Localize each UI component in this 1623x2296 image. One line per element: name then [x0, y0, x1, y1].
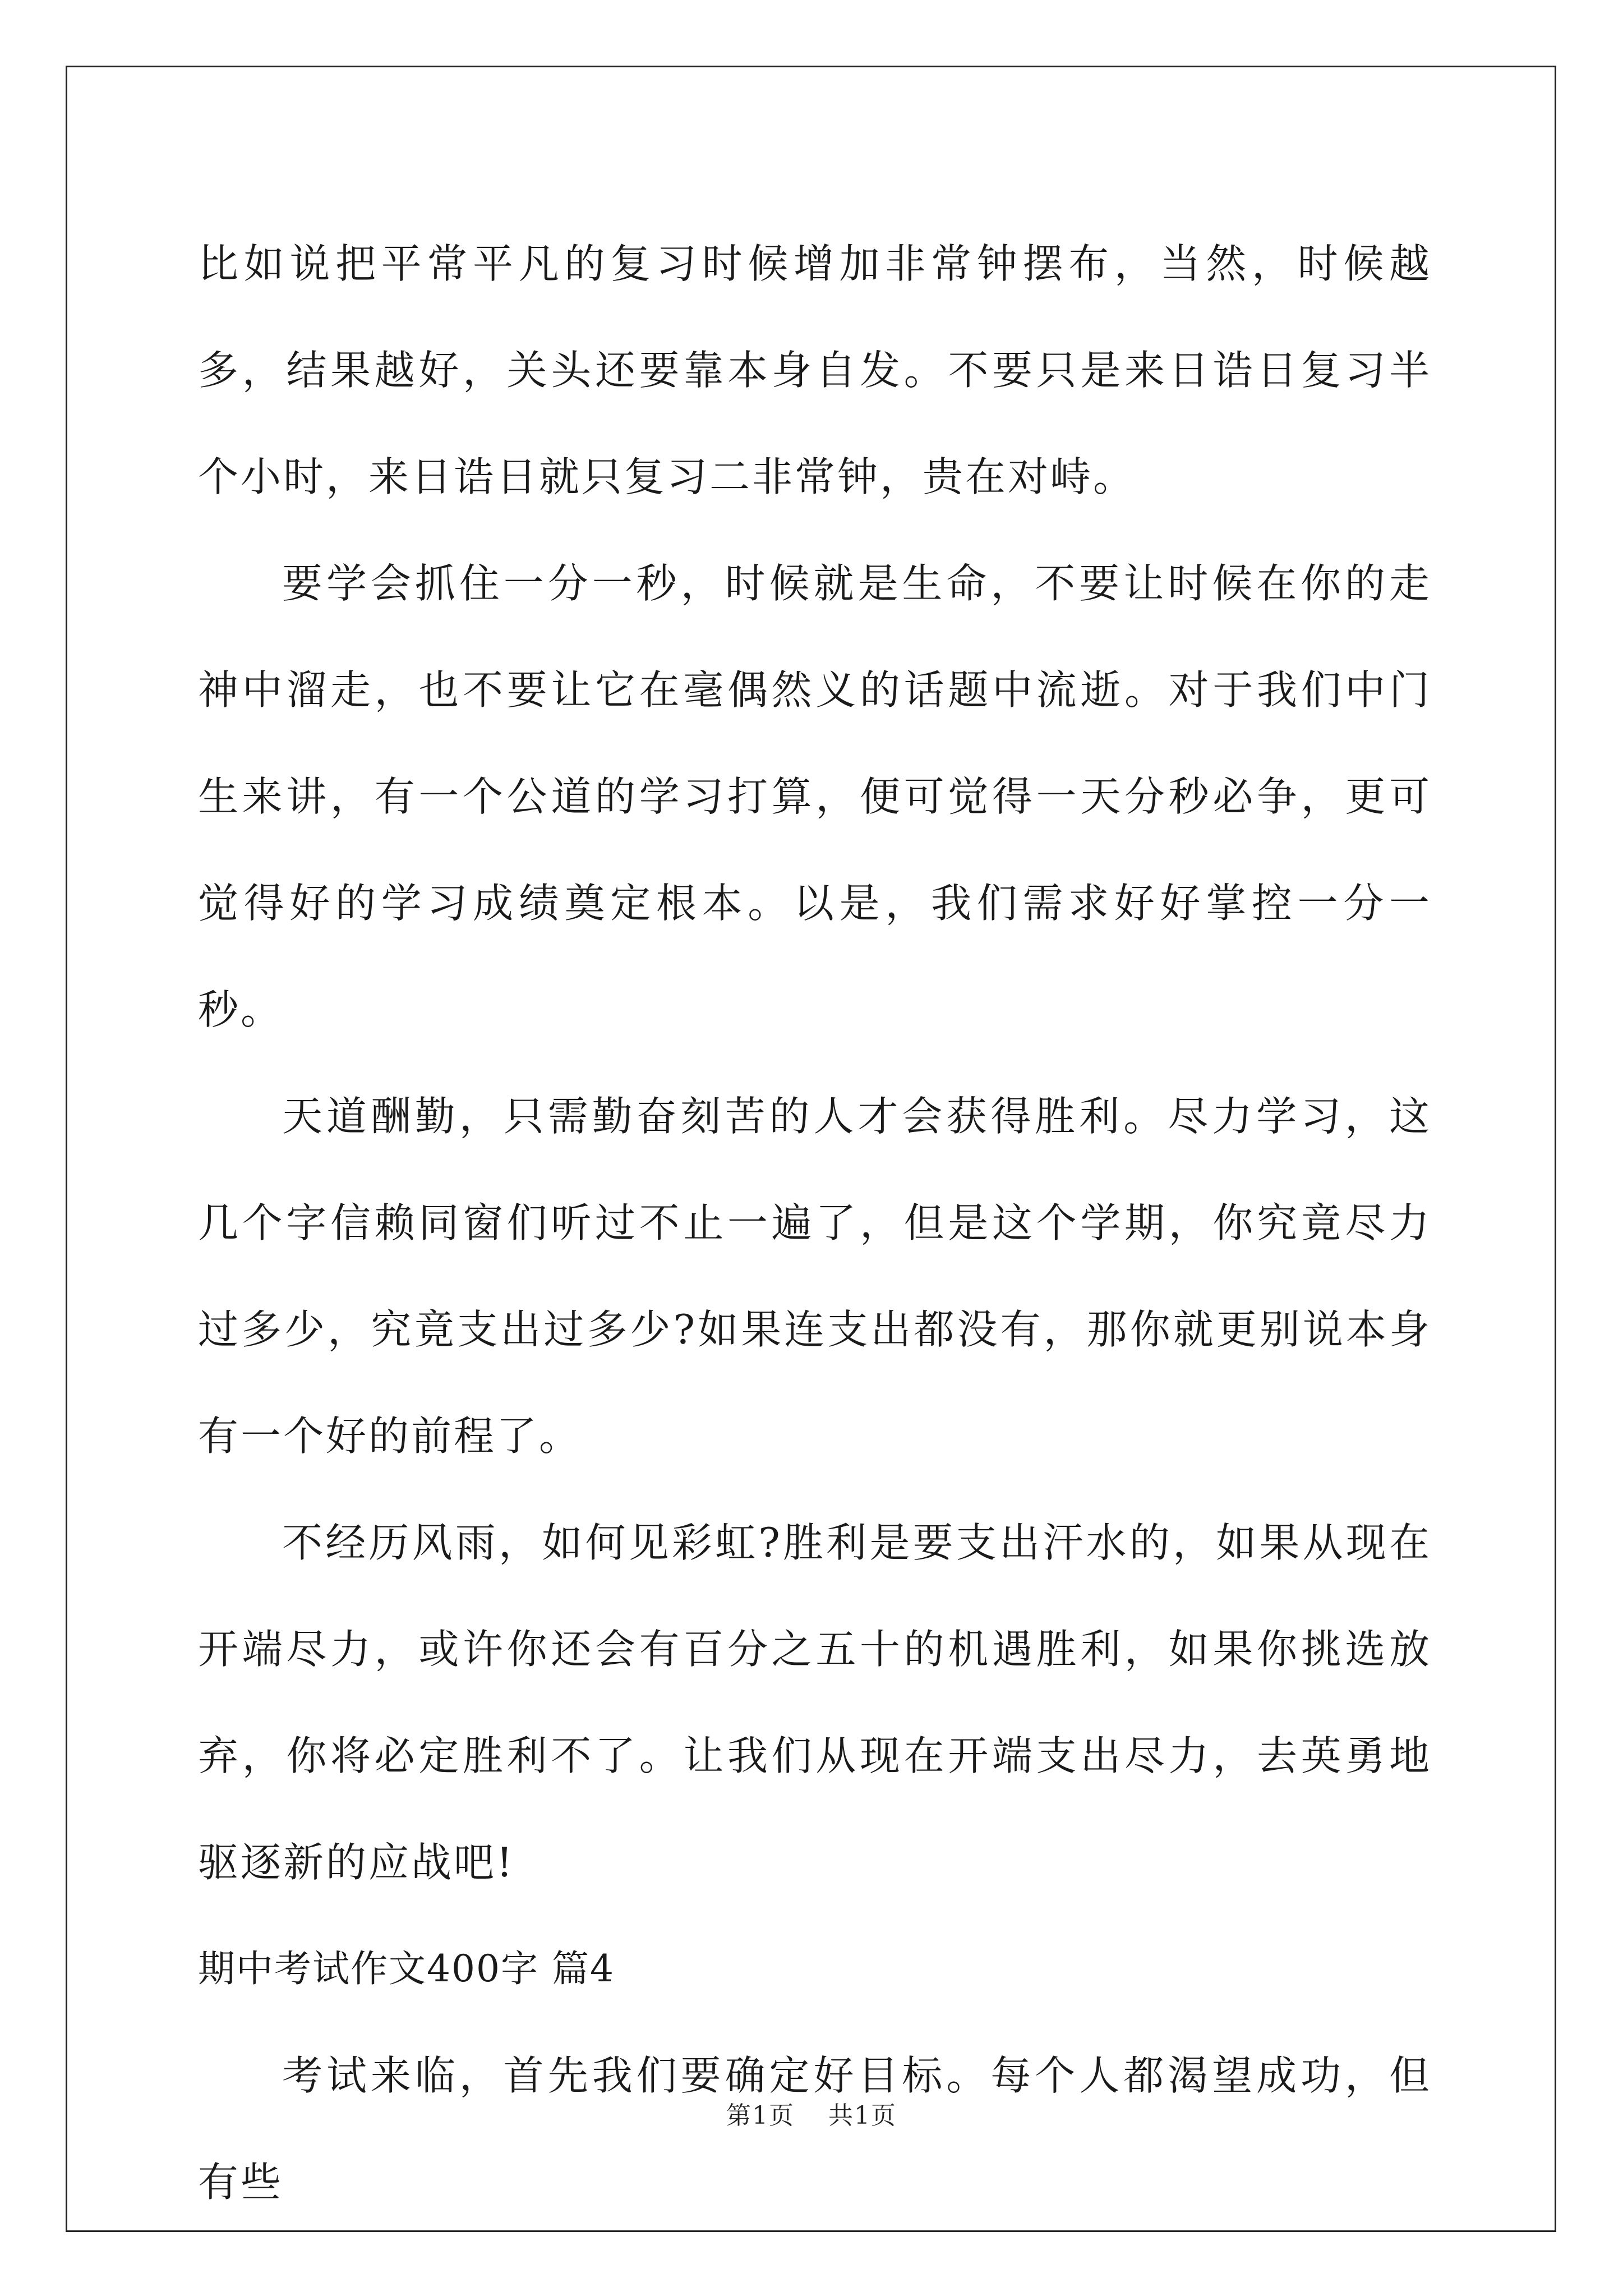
paragraph: 比如说把平常平凡的复习时候增加非常钟摆布，当然，时候越多，结果越好，关头还要靠本身自发。不要只是来日诰日复习半个小时，来日诰日就只复习二非常钟，贵在对峙。	[198, 240, 1432, 500]
paragraph: 天道酬勤，只需勤奋刻苦的人才会获得胜利。尽力学习，这几个字信赖同窗们听过不止一遍了，但是这个学期，你究竟尽力过多少，究竟支出过多少?如果连支出都没有，那你就更别说本身有一个好的前程了。	[198, 1093, 1432, 1460]
paragraph: 要学会抓住一分一秒，时候就是生命，不要让时候在你的走神中溜走，也不要让它在毫偶然义的话题中流逝。对于我们中门生来讲，有一个公道的学习打算，便可觉得一天分秒必争，更可觉得好的学习成绩奠定根本。以是，我们需求好好掌控一分一秒。	[198, 560, 1432, 1033]
paragraph: 不经历风雨，如何见彩虹?胜利是要支出汗水的，如果从现在开端尽力，或许你还会有百分之五十的机遇胜利，如果你挑选放弃，你将必定胜利不了。让我们从现在开端支出尽力，去英勇地驱逐新的应战吧!	[198, 1519, 1432, 1886]
paragraph: 考试来临，首先我们要确定好目标。每个人都渴望成功，但有些	[198, 2052, 1432, 2206]
page-footer	[0, 2095, 1623, 2131]
section-heading: 期中考试作文400字 篇4	[198, 1947, 615, 1990]
page-number: 第1页	[726, 2101, 795, 2130]
page-total: 共1页	[828, 2101, 897, 2130]
document-body	[198, 210, 1432, 2235]
